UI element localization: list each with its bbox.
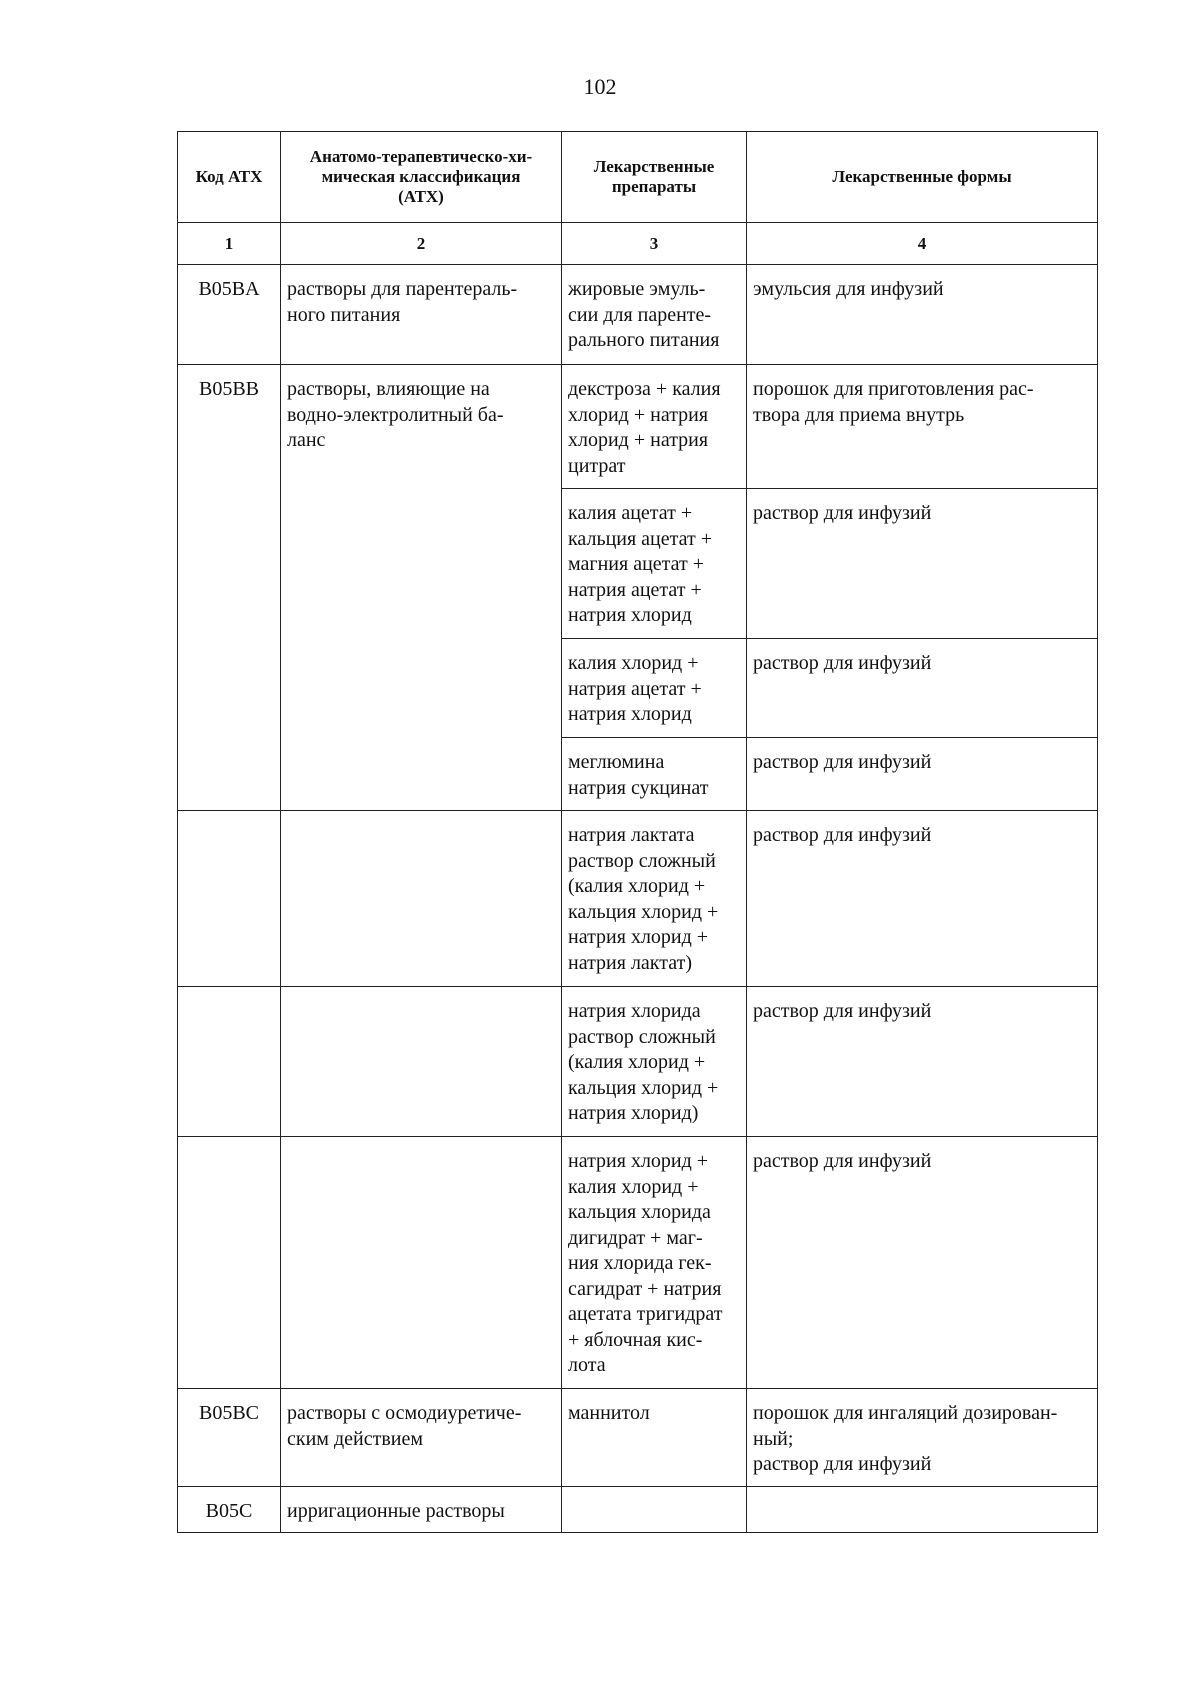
column-number: 3: [562, 223, 747, 265]
preparation-cell: калия ацетат + кальция ацетат + магния ацетат + натрия ацетат + натрия хлорид: [562, 489, 747, 639]
page-number: 102: [583, 74, 617, 99]
form-cell: раствор для инфузий: [747, 738, 1098, 811]
classification-cell: [281, 987, 562, 1137]
table-row: [178, 265, 1098, 365]
classification-cell: [281, 811, 562, 987]
form-cell: раствор для инфузий: [747, 1137, 1098, 1389]
classification-cell: растворы с осмодиуретиче- ским действием: [281, 1389, 562, 1487]
preparation-cell: натрия хлорид + калия хлорид + кальция хлорида дигидрат + маг- ния хлорида гек- сагидрат + натрия ацетата тригидрат + яблочная кис- лота: [562, 1137, 747, 1389]
classification-cell: растворы для парентераль- ного питания: [281, 265, 562, 365]
classification-cell: ирригационные растворы: [281, 1487, 562, 1533]
header-preparations: Лекарственные препараты: [562, 132, 747, 223]
atc-code-cell: B05C: [178, 1487, 281, 1533]
preparation-cell: [562, 1487, 747, 1533]
atc-code-cell: [178, 987, 281, 1137]
table-row: [178, 811, 1098, 987]
table-row: [178, 987, 1098, 1137]
preparation-cell: натрия хлорида раствор сложный (калия хлорид + кальция хлорид + натрия хлорид): [562, 987, 747, 1137]
form-cell: [747, 1487, 1098, 1533]
preparation-cell: маннитол: [562, 1389, 747, 1487]
atc-drug-table: [177, 131, 1098, 1533]
preparation-cell: жировые эмуль- сии для паренте- рального питания: [562, 265, 747, 365]
column-number: 1: [178, 223, 281, 265]
atc-code-cell: [178, 811, 281, 987]
column-number-row: [178, 223, 1098, 265]
column-number: 2: [281, 223, 562, 265]
preparation-cell: натрия лактата раствор сложный (калия хлорид + кальция хлорид + натрия хлорид + натрия лактат): [562, 811, 747, 987]
form-cell: эмульсия для инфузий: [747, 265, 1098, 365]
header-row: [178, 132, 1098, 223]
classification-cell: [281, 1137, 562, 1389]
atc-code-cell: B05BA: [178, 265, 281, 365]
table-row: [178, 1487, 1098, 1533]
atc-code-cell: B05BC: [178, 1389, 281, 1487]
form-cell: раствор для инфузий: [747, 639, 1098, 738]
header-forms: Лекарственные формы: [747, 132, 1098, 223]
form-cell: раствор для инфузий: [747, 489, 1098, 639]
form-cell: раствор для инфузий: [747, 811, 1098, 987]
header-atc-code: Код АТХ: [178, 132, 281, 223]
header-classification: Анатомо-терапевтическо-хи- мическая классификация (АТХ): [281, 132, 562, 223]
preparation-cell: меглюмина натрия сукцинат: [562, 738, 747, 811]
preparation-cell: калия хлорид + натрия ацетат + натрия хлорид: [562, 639, 747, 738]
table-row: [178, 1389, 1098, 1487]
atc-code-cell: [178, 1137, 281, 1389]
form-cell: порошок для приготовления рас- твора для приема внутрь: [747, 365, 1098, 489]
form-cell: порошок для ингаляций дозирован- ный; раствор для инфузий: [747, 1389, 1098, 1487]
column-number: 4: [747, 223, 1098, 265]
table-row: [178, 1137, 1098, 1389]
table-row: [178, 365, 1098, 489]
atc-code-cell: B05BB: [178, 365, 281, 811]
preparation-cell: декстроза + калия хлорид + натрия хлорид + натрия цитрат: [562, 365, 747, 489]
classification-cell: растворы, влияющие на водно-электролитный ба- ланс: [281, 365, 562, 811]
form-cell: раствор для инфузий: [747, 987, 1098, 1137]
